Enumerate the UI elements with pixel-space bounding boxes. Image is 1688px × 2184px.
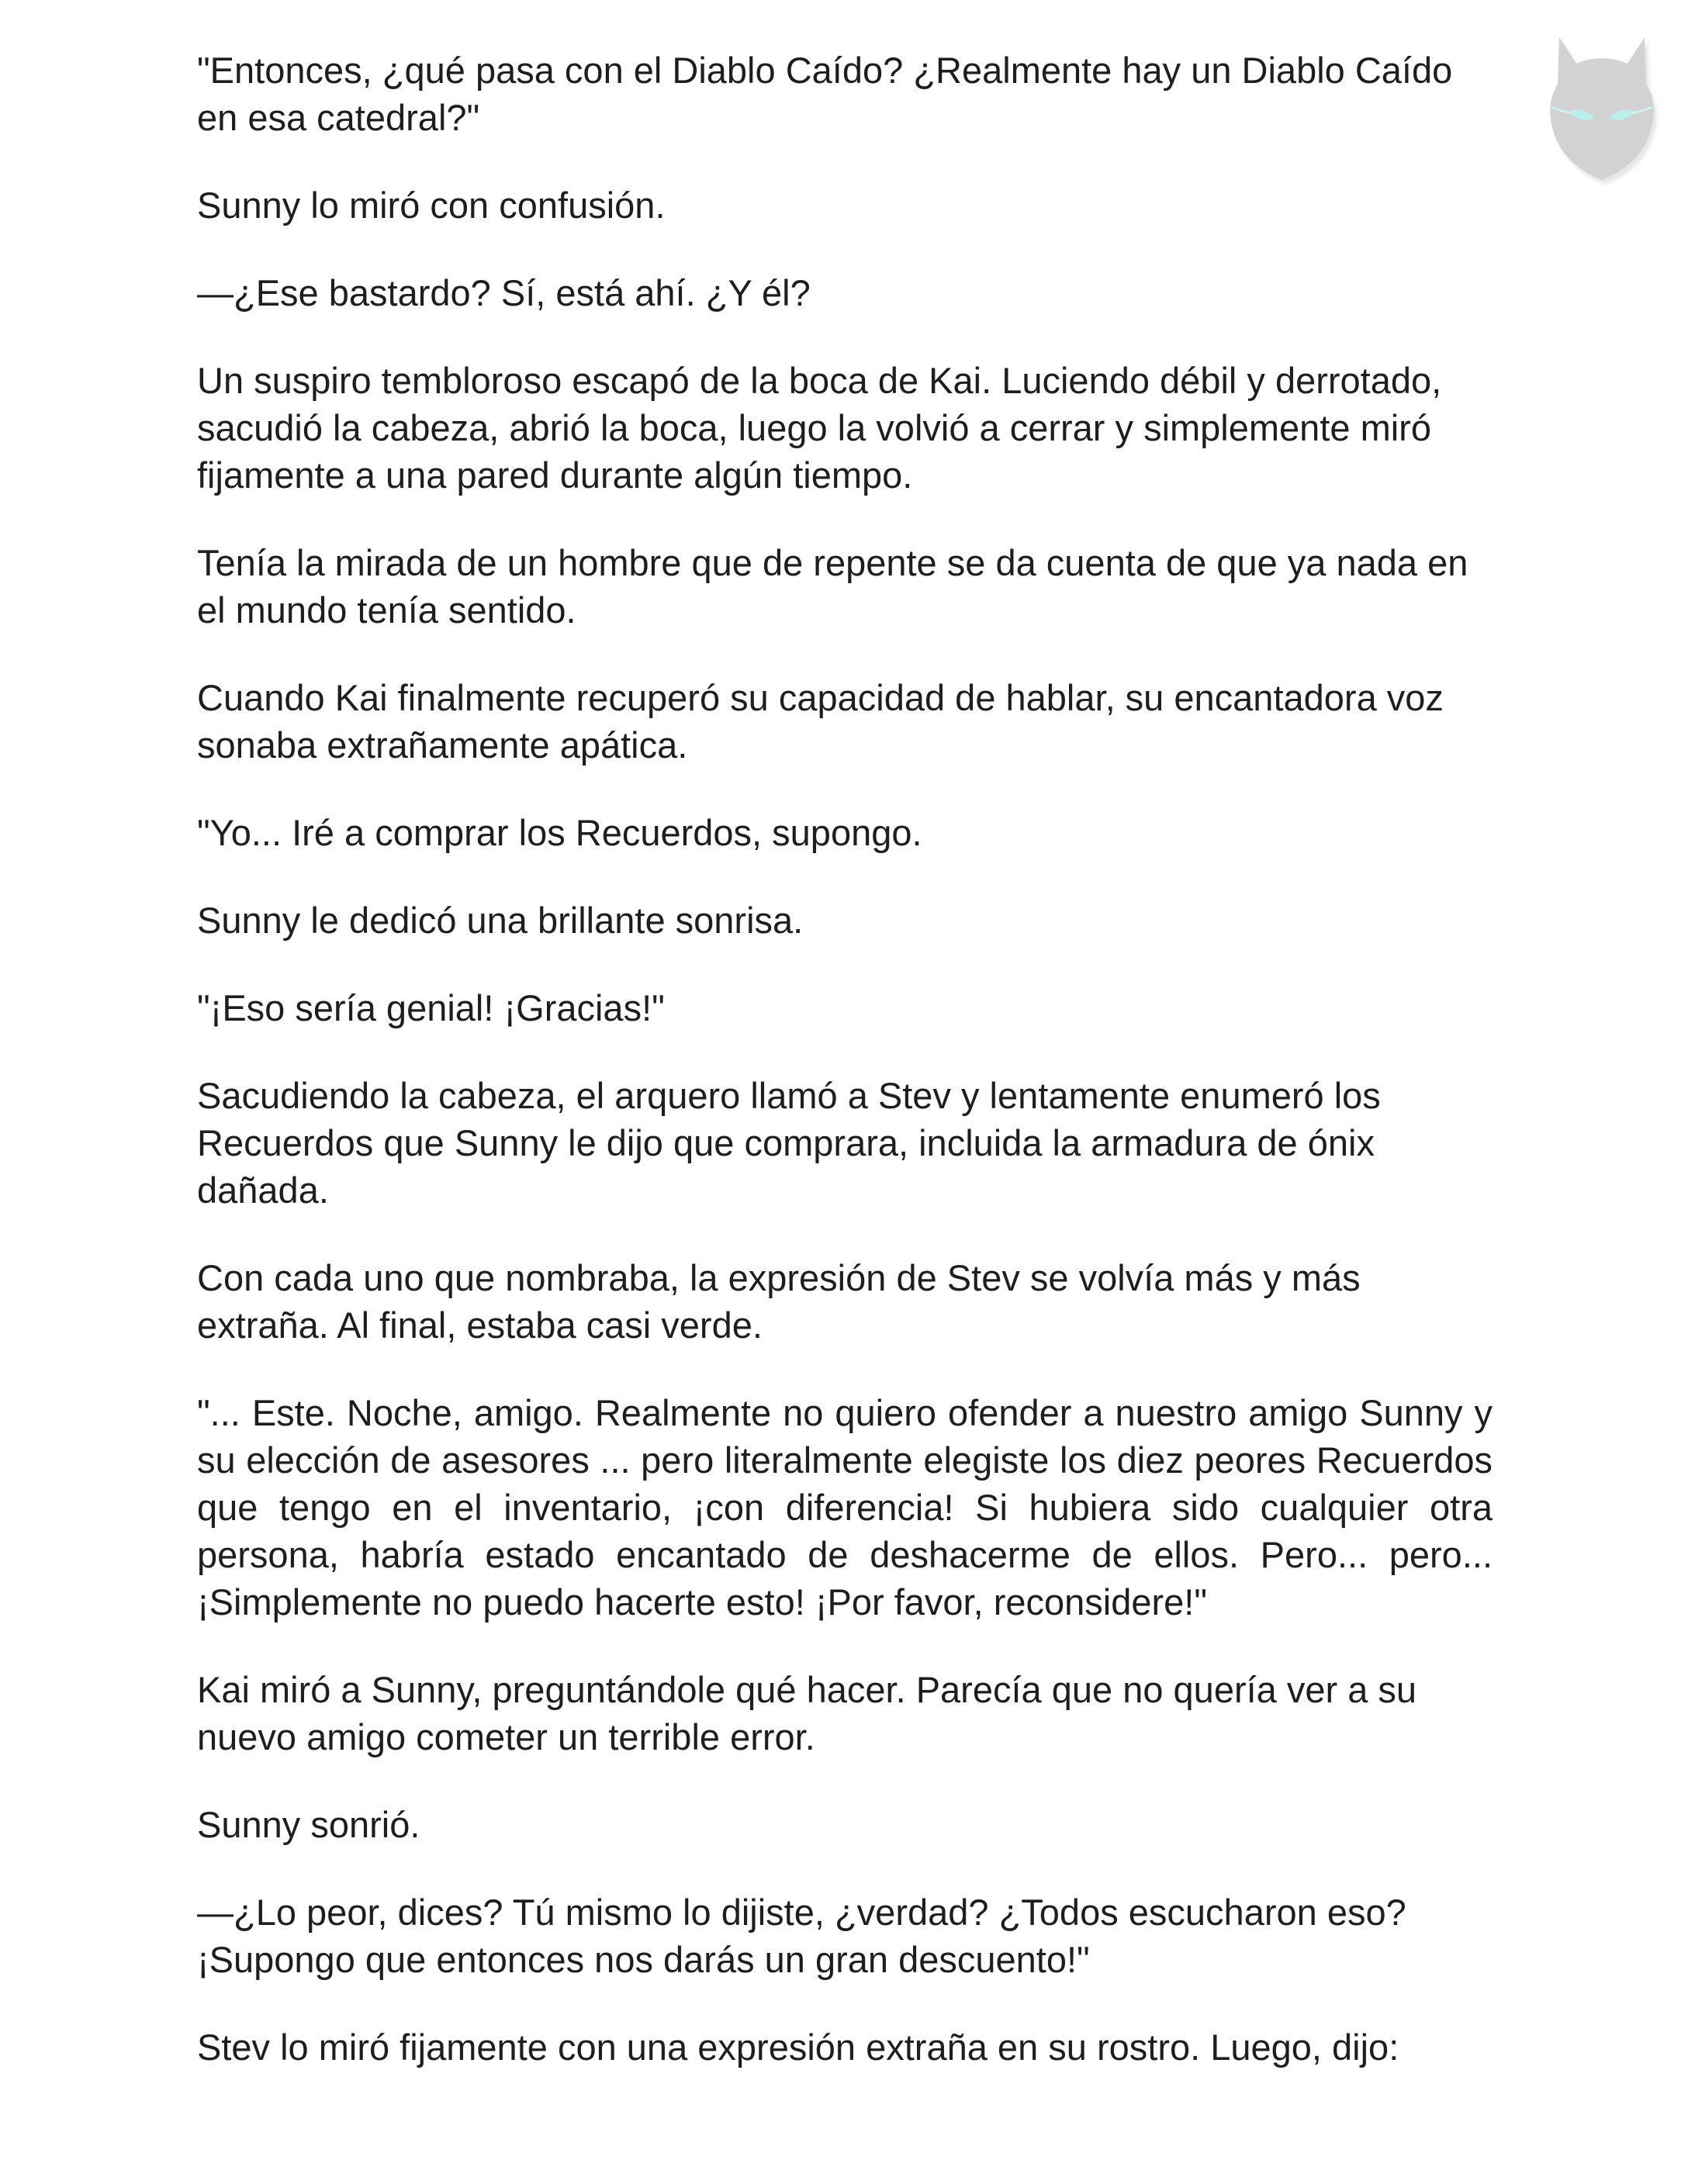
paragraph-7: "Yo... Iré a comprar los Recuerdos, supongo. [197, 812, 922, 853]
paragraph-13: Kai miró a Sunny, preguntándole qué hacer. Parecía que no quería ver a su nuevo amigo cometer un terrible error. [197, 1669, 1417, 1757]
paragraph-8: Sunny le dedicó una brillante sonrisa. [197, 900, 804, 941]
paragraph-4: Un suspiro tembloroso escapó de la boca de Kai. Luciendo débil y derrotado, sacudió la cabeza, abrió la boca, luego la volvió a cerrar y simplemente miró fijamente a una pared durante algún tiempo. [197, 360, 1442, 496]
horned-demon-head-icon [1528, 16, 1676, 194]
paragraph-3: —¿Ese bastardo? Sí, está ahí. ¿Y él? [197, 272, 811, 313]
paragraph-12: "... Este. Noche, amigo. Realmente no quiero ofender a nuestro amigo Sunny y su elección de asesores ... pero literalmente elegiste los diez peores Recuerdos que tengo en el inventario, ¡con diferencia! Si hubiera sido cualquier otra persona, habría estado encantado de deshacerme de ellos. Pero... pero... ¡Simplemente no puedo hacerte esto! ¡Por favor, reconsidere!" [197, 1392, 1493, 1622]
paragraph-10: Sacudiendo la cabeza, el arquero llamó a Stev y lentamente enumeró los Recuerdos que Sunny le dijo que comprara, incluida la armadura de ónix dañada. [197, 1075, 1381, 1211]
paragraph-11: Con cada uno que nombraba, la expresión de Stev se volvía más y más extraña. Al final, estaba casi verde. [197, 1257, 1361, 1346]
paragraph-6: Cuando Kai finalmente recuperó su capacidad de hablar, su encantadora voz sonaba extrañamente apática. [197, 677, 1444, 765]
paragraph-15: —¿Lo peor, dices? Tú mismo lo dijiste, ¿verdad? ¿Todos escucharon eso? ¡Supongo que entonces nos darás un gran descuento!" [197, 1892, 1406, 1980]
paragraph-16: Stev lo miró fijamente con una expresión extraña en su rostro. Luego, dijo: [197, 2027, 1399, 2068]
document-body [197, 47, 1493, 2111]
paragraph-9: "¡Eso sería genial! ¡Gracias!" [197, 987, 665, 1028]
paragraph-5: Tenía la mirada de un hombre que de repente se da cuenta de que ya nada en el mundo tenía sentido. [197, 542, 1468, 631]
paragraph-2: Sunny lo miró con confusión. [197, 185, 666, 226]
paragraph-14: Sunny sonrió. [197, 1804, 420, 1845]
paragraph-1: "Entonces, ¿qué pasa con el Diablo Caído? ¿Realmente hay un Diablo Caído en esa catedral?" [197, 50, 1453, 138]
